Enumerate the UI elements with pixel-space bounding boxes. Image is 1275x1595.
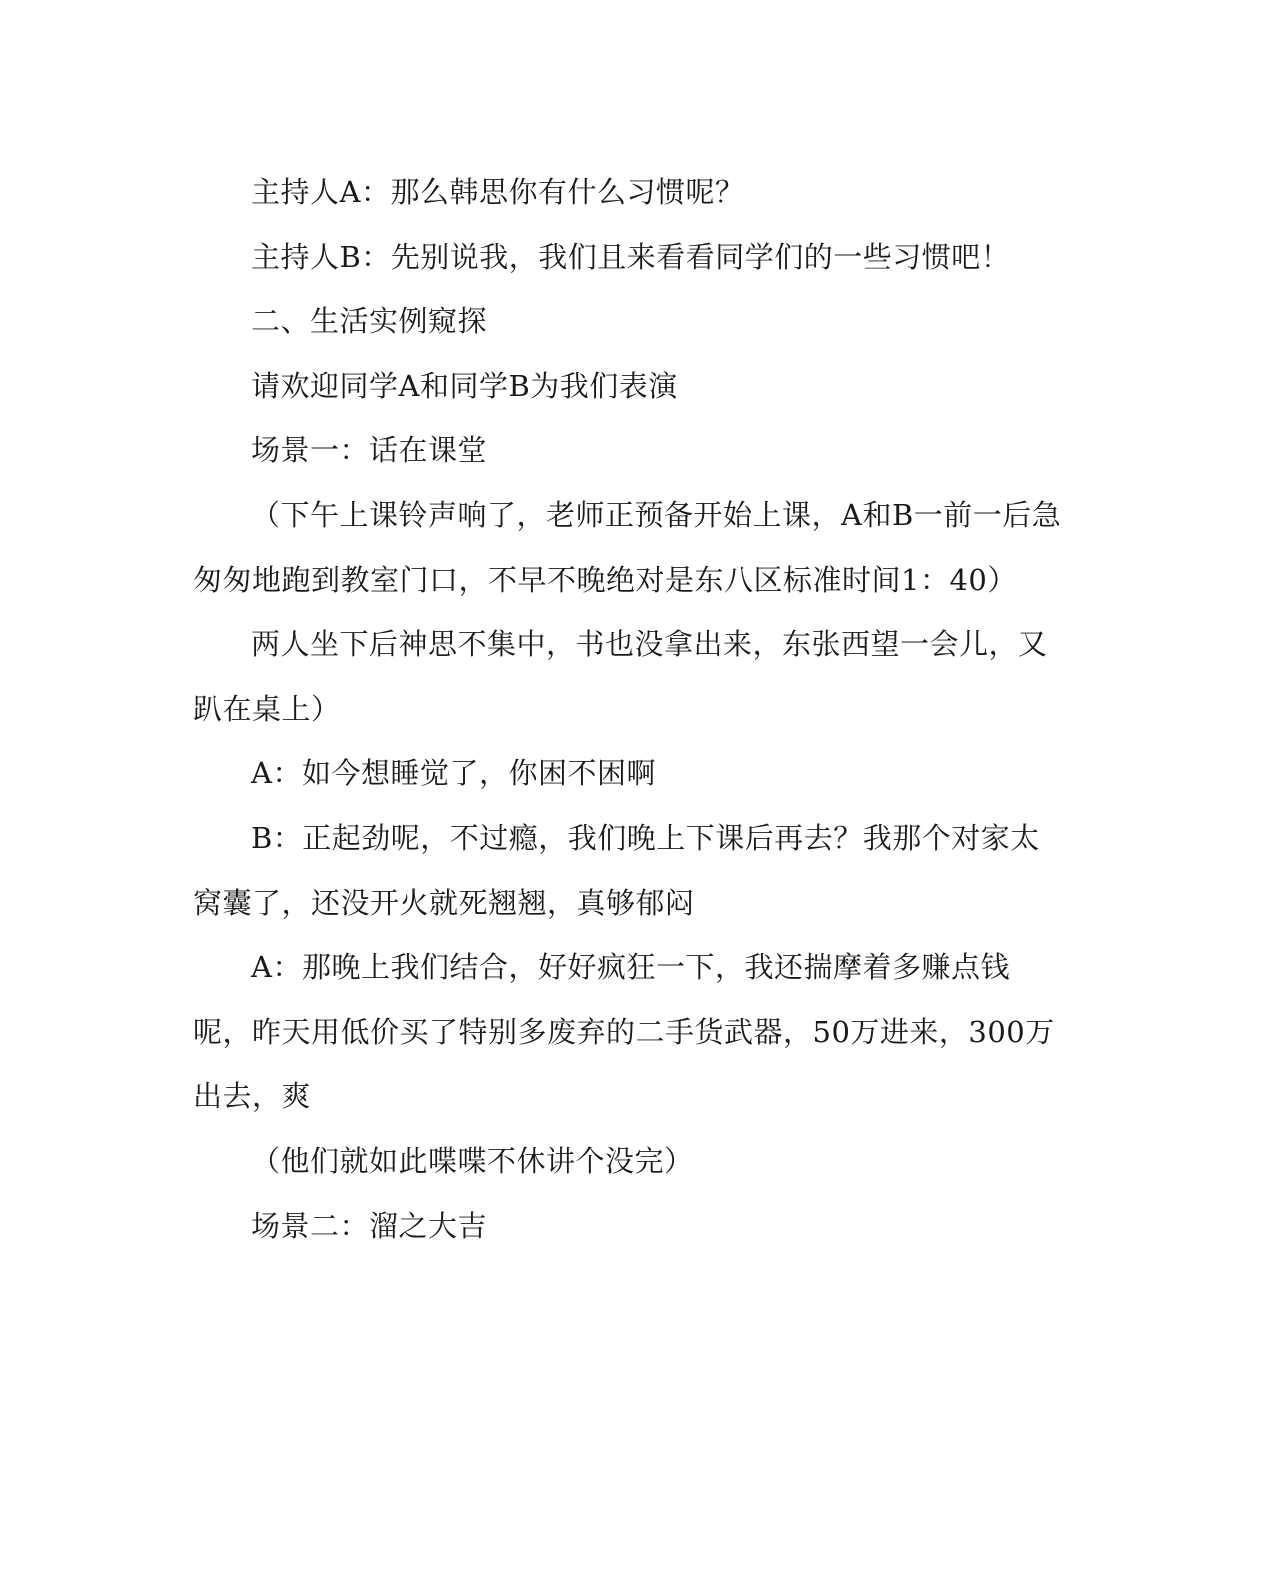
- document-body: [193, 160, 1063, 1258]
- scene-heading: 场景一：话在课堂: [251, 433, 488, 468]
- paragraph: 请欢迎同学A和同学B为我们表演: [251, 368, 678, 403]
- dialogue-line: A：如今想睡觉了，你困不困啊: [251, 756, 656, 791]
- paragraph: 主持人B：先别说我，我们且来看看同学们的一些习惯吧！: [251, 239, 1011, 274]
- dialogue-line: A：那晚上我们结合，好好疯狂一下，我还揣摩着多赚点钱呢，昨天用低价买了特别多废弃的二手货武器，50万进来，300万出去，爽: [193, 950, 1055, 1114]
- paragraph: （他们就如此喋喋不休讲个没完）: [251, 1143, 694, 1178]
- dialogue-line: B：正起劲呢，不过瘾，我们晚上下课后再去？我那个对家太窝囊了，还没开火就死翘翘，真够郁闷: [193, 820, 1040, 920]
- paragraph: 主持人A：那么韩思你有什么习惯呢？: [251, 175, 745, 209]
- paragraph: （下午上课铃声响了，老师正预备开始上课，A和B一前一后急匆匆地跑到教室门口，不早不晚绝对是东八区标准时间1：40）: [193, 497, 1062, 597]
- scene-heading: 场景二：溜之大吉: [251, 1208, 488, 1243]
- section-heading: 二、生活实例窥探: [251, 304, 488, 339]
- paragraph: 两人坐下后神思不集中，书也没拿出来，东张西望一会儿，又趴在桌上）: [193, 627, 1048, 726]
